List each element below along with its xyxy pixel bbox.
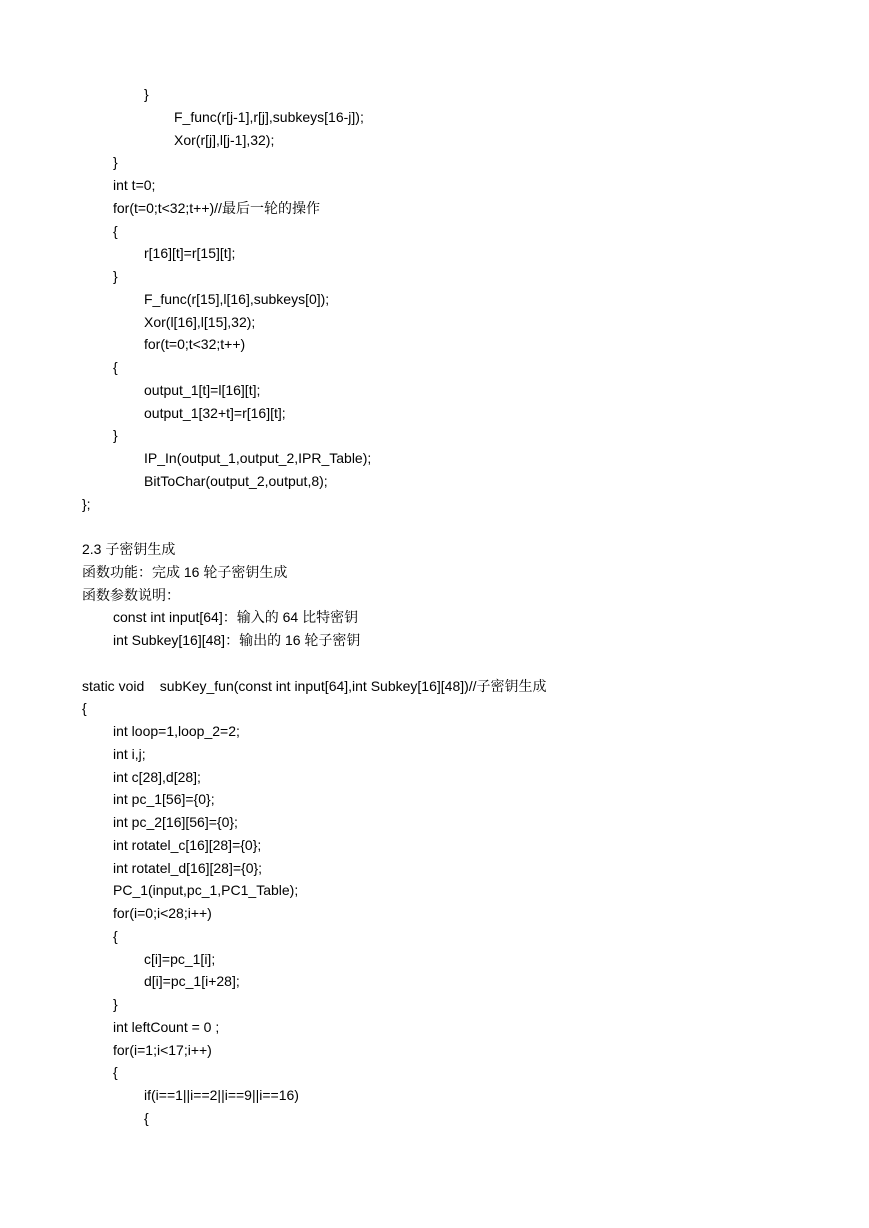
description-line: 函数功能：完成 16 轮子密钥生成 xyxy=(82,563,288,580)
code-line: F_func(r[j-1],r[j],subkeys[16-j]); xyxy=(174,108,364,125)
code-line: const int input[64]：输入的 64 比特密钥 xyxy=(113,609,359,626)
code-line: { xyxy=(144,1109,149,1126)
code-line: } xyxy=(113,996,118,1012)
code-line: } xyxy=(113,427,118,444)
code-line: int rotatel_c[16][28]={0}; xyxy=(113,836,262,853)
code-line: r[16][t]=r[15][t]; xyxy=(144,245,236,262)
code-line: { xyxy=(113,1064,118,1081)
code-line: for(i=0;i<28;i++) xyxy=(113,905,212,921)
code-line: int leftCount = 0 ; xyxy=(113,1018,220,1035)
code-line: int rotatel_d[16][28]={0}; xyxy=(113,859,263,876)
code-line: int pc_2[16][56]={0}; xyxy=(113,814,238,830)
code-line: F_func(r[15],l[16],subkeys[0]); xyxy=(144,290,330,307)
code-line: { xyxy=(82,700,87,717)
code-line: } xyxy=(113,268,118,284)
code-line: int Subkey[16][48]：输出的 16 轮子密钥 xyxy=(113,632,361,648)
code-line: for(i=1;i<17;i++) xyxy=(113,1041,212,1058)
code-line: { xyxy=(113,927,118,944)
code-line: if(i==1||i==2||i==9||i==16) xyxy=(144,1087,299,1103)
code-line: BitToChar(output_2,output,8); xyxy=(144,472,328,489)
code-line: IP_In(output_1,output_2,IPR_Table); xyxy=(144,450,372,466)
code-line: for(t=0;t<32;t++)//最后一轮的操作 xyxy=(113,199,320,216)
description-line: 函数参数说明： xyxy=(82,586,180,603)
code-line: int c[28],d[28]; xyxy=(113,768,201,785)
code-line: }; xyxy=(82,495,91,512)
code-line: { xyxy=(113,222,118,239)
code-line: d[i]=pc_1[i+28]; xyxy=(144,973,240,990)
code-line: static void subKey_fun(const int input[64],int Subkey[16][48])//子密钥生成 xyxy=(82,677,547,694)
code-line: int pc_1[56]={0}; xyxy=(113,791,215,808)
code-line: output_1[t]=l[16][t]; xyxy=(144,381,261,398)
section-heading: 2.3 子密钥生成 xyxy=(82,541,176,557)
code-line: int i,j; xyxy=(113,745,146,762)
code-line: } xyxy=(144,86,149,102)
code-line: { xyxy=(113,359,118,375)
code-line: } xyxy=(113,154,118,171)
code-line: int loop=1,loop_2=2; xyxy=(113,723,240,739)
code-line: PC_1(input,pc_1,PC1_Table); xyxy=(113,882,299,899)
code-line: Xor(r[j],l[j-1],32); xyxy=(174,131,275,148)
code-line: int t=0; xyxy=(113,177,156,193)
code-line: for(t=0;t<32;t++) xyxy=(144,336,246,353)
code-line: output_1[32+t]=r[16][t]; xyxy=(144,404,286,421)
code-line: c[i]=pc_1[i]; xyxy=(144,950,216,967)
code-line: Xor(l[16],l[15],32); xyxy=(144,313,256,330)
